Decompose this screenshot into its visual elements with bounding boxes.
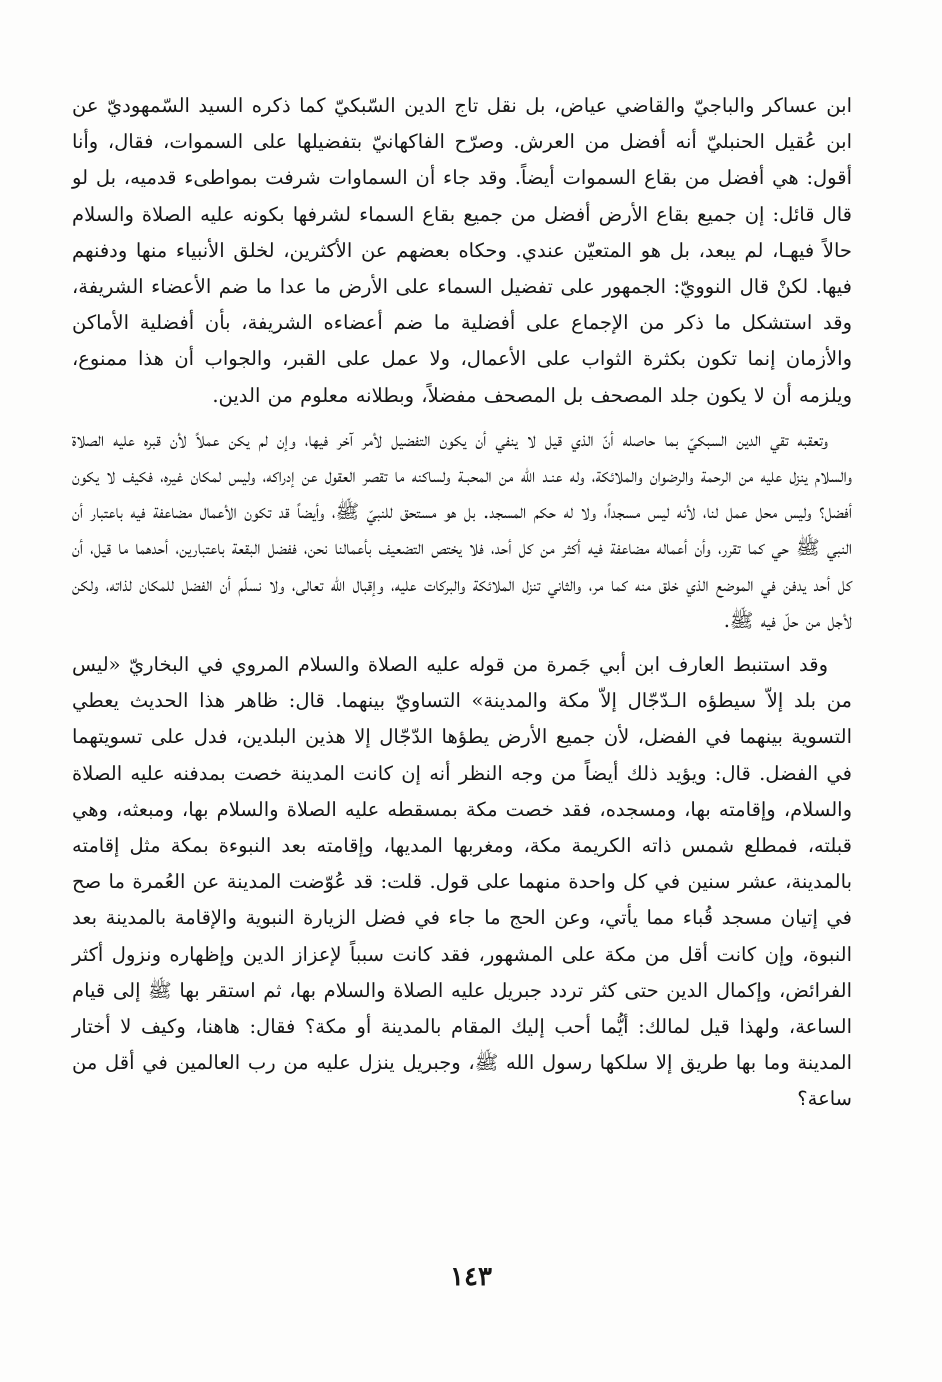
page-number: ١٤٣ xyxy=(450,1262,492,1292)
paragraph-1: ابن عساكر والباجيّ والقاضي عياض، بل نقل تاج الدين السّبكيّ كما ذكره السيد السّمهوديّ عن ابن عُقيل الحنبليّ أنه أفضل من العرش. وصرّح الفاكهانيّ بتفضيلها على السموات، فقال، وأنا أقول: هي أفضل من بقاع السموات أيضاً. وقد جاء أن السماوات شرفت بمواطىء قدميه، بل لو قال قائل: إن جميع بقاع الأرض أفضل من جميع بقاع السماء لشرفها بكونه عليه الصلاة والسلام حالاً فيهـا، لم يبعد، بل هو المتعيّن عندي. وحكاه بعضهم عن الأكثرين، لخلق الأنبياء منها ودفنهم فيها. لكنْ قال النوويّ: الجمهور على تفضيل السماء على الأرض ما عدا ما ضم الأعضاء الشريفة، وقد استشكل ما ذكر من الإجماع على أفضلية ما ضم أعضاءه الشريفة، بأن أفضلية الأماكن والأزمان إنما تكون بكثرة الثواب على الأعمال، ولا عمل على القبر، والجواب أن هذا ممنوع، ويلزمه أن لا يكون جلد المصحف بل المصحف مفضلاً، وبطلانه معلوم من الدين. xyxy=(72,94,852,407)
body-text xyxy=(72,88,852,1118)
paragraph-2: وتعقبه تقي الدين السبكيّ بما حاصله أنّ الذي قيل لا ينفي أن يكون التفضيل لأمر آخر فيها، وإن لم يكن عملاً لأن قبره عليه الصلاة والسلام ينزل عليه من الرحمة والرضوان والملائكة، وله عنـد الله من المحبـة ولساكنه ما تقصر العقول عن إدراكه، وليس لمكان غيره، فكيف لا يكون أفضل؟ وليس محل عمل لنا، لأنه ليس مسجداً، ولا له حكم المسجد. بل هو مستحق للنبيّ ﷺ، وأيضاً قد تكون الأعمال مضاعفة فيه باعتبار أن النبي ﷺ حي كما تقرر، وأن أعماله مضاعفة فيه أكثر من كل أحد، فلا يختص التضعيف بأعمالنا نحن، ففضل البقعة باعتبارين، أحدهما ما قيل، أن كل أحد يدفن في الموضع الذي خلق منه كما مر، والثاني تنزل الملائكة والبركات عليه، وإقبال الله تعالى، ولا نسلّم أن الفضل للمكان لذاته، ولكن لأجل من حلّ فيه ﷺ. xyxy=(72,427,852,632)
paragraph-3: وقد استنبط العارف ابن أبي جَمرة من قوله عليه الصلاة والسلام المروي في البخاريّ «ليس من بلد إلاّ سيطؤه الـدّجّال إلاّ مكة والمدينة» التساويّ بينهما. قال: ظاهر هذا الحديث يعطي التسوية بينهما في الفضل، لأن جميع الأرض يطؤها الدّجّال إلا هذين البلدين، فدل على تسويتهما في الفضل. قال: ويؤيد ذلك أيضاً من وجه النظر أنه إن كانت المدينة خصت بمدفنه عليه الصلاة والسلام، وإقامته بها، ومسجده، فقد خصت مكة بمسقطه عليه الصلاة والسلام بها، ومبعثه، وهي قبلته، فمطلع شمس ذاته الكريمة مكة، ومغربها المديها، وإقامته بعد النبوءة بمكة مثل إقامته بالمدينة، عشر سنين في كل واحدة منهما على قول. قلت: قد عُوّضت المدينة عن العُمرة ما صح في إتيان مسجد قُباء مما يأتي، وعن الحج ما جاء في فضل الزيارة النبوية والإقامة بالمدينة بعد النبوة، وإن كانت أقل من مكة على المشهور، فقد كانت سبباً لإعزاز الدين وإظهاره ونزول أكثر الفرائض، وإكمال الدين حتى كثر تردد جبريل عليه الصلاة والسلام بها، ثم استقر بها ﷺ إلى قيام الساعة، ولهذا قيل لمالك: أيُّما أحب إليك المقام بالمدينة أو مكة؟ فقال: هاهنا، وكيف لا أختار المدينة وما بها طريق إلا سلكها رسول الله ﷺ، وجبريل ينزل عليه من رب العالمين في أقل من ساعة؟ xyxy=(72,653,852,1111)
